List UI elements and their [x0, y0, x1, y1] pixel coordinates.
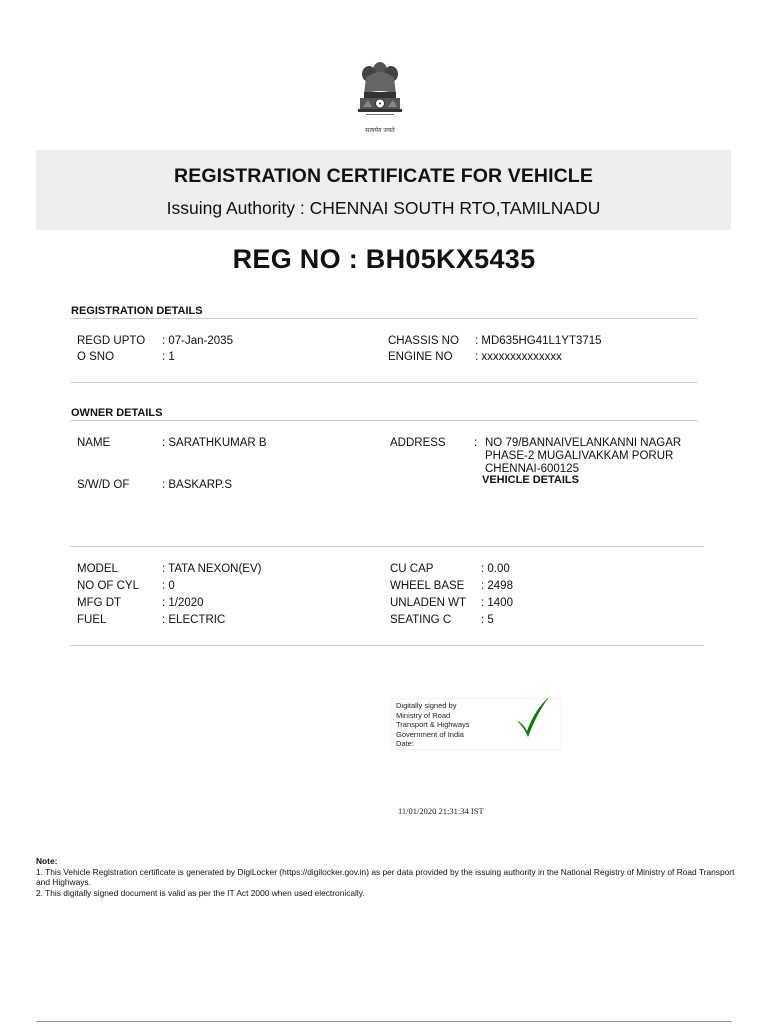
chassis-no-value: : MD635HG41L1YT3715: [475, 335, 602, 347]
page-bottom-rule: [36, 1021, 732, 1022]
owner-details-heading: OWNER DETAILS: [71, 407, 163, 419]
signature-line: Government of India: [396, 729, 464, 739]
owner-details-divider: [70, 420, 698, 421]
engine-no-label: ENGINE NO: [388, 351, 453, 363]
cu-cap-value: : 0.00: [481, 563, 510, 575]
fuel-label: FUEL: [77, 614, 107, 626]
signature-line: Date:: [396, 739, 414, 749]
unladen-wt-value: : 1400: [481, 597, 513, 609]
signature-text: [396, 701, 496, 749]
relation-value: : BASKARP.S: [162, 479, 233, 491]
no-of-cyl-value: : 0: [162, 580, 175, 592]
emblem-motto: सत्यमेव जयते: [365, 127, 395, 134]
note-line-2: 2. This digitally signed document is valid as per the IT Act 2000 when used electronically.: [36, 887, 365, 898]
digital-signature-box: [390, 698, 562, 750]
registration-details-heading: REGISTRATION DETAILS: [71, 305, 203, 317]
o-sno-value: : 1: [162, 351, 175, 363]
vehicle-details-heading: VEHICLE DETAILS: [482, 474, 579, 486]
cu-cap-label: CU CAP: [390, 563, 434, 575]
vehicle-details-divider: [70, 546, 704, 547]
checkmark-icon: [515, 695, 551, 739]
chassis-no-label: CHASSIS NO: [388, 335, 459, 347]
owner-name-label: NAME: [77, 437, 111, 449]
certificate-title: REGISTRATION CERTIFICATE FOR VEHICLE: [174, 165, 593, 187]
signature-timestamp: 11/01/2020 21:31:34 IST: [398, 806, 484, 816]
signature-line: Transport & Highways: [396, 720, 470, 730]
note-title: Note:: [36, 856, 58, 866]
wheel-base-label: WHEEL BASE: [390, 580, 465, 592]
model-label: MODEL: [77, 563, 118, 575]
registration-details-end-divider: [70, 382, 698, 383]
model-value: : TATA NEXON(EV): [162, 563, 262, 575]
address-label: ADDRESS: [390, 437, 446, 449]
mfg-dt-label: MFG DT: [77, 597, 122, 609]
seating-c-label: SEATING C: [390, 614, 452, 626]
owner-name-value: : SARATHKUMAR B: [162, 437, 267, 449]
unladen-wt-label: UNLADEN WT: [390, 597, 467, 609]
seating-c-value: : 5: [481, 614, 494, 626]
regd-upto-label: REGD UPTO: [77, 335, 146, 347]
address-colon: :: [474, 437, 478, 449]
o-sno-label: O SNO: [77, 351, 115, 363]
signature-line: Digitally signed by: [396, 701, 457, 710]
wheel-base-value: : 2498: [481, 580, 513, 592]
fuel-value: : ELECTRIC: [162, 614, 226, 626]
national-emblem: [352, 58, 408, 138]
title-band: [36, 150, 731, 230]
relation-label: S/W/D OF: [77, 479, 130, 491]
address-line-2: PHASE-2 MUGALIVAKKAM PORUR: [485, 450, 674, 462]
address-line-1: NO 79/BANNAIVELANKANNI NAGAR: [485, 437, 682, 449]
engine-no-value: : xxxxxxxxxxxxxx: [475, 351, 562, 363]
regd-upto-value: : 07-Jan-2035: [162, 335, 233, 347]
vehicle-details-end-divider: [70, 645, 704, 646]
no-of-cyl-label: NO OF CYL: [77, 580, 139, 592]
signature-line: Ministry of Road: [396, 710, 451, 720]
registration-details-divider: [70, 318, 698, 319]
note-line-1: 1. This Vehicle Registration certificate is generated by DigiLocker (https://digilocker.gov.in) as per data provided by the issuing authority in the National Registry of Ministry of Road Transport and Highways.: [36, 866, 735, 888]
registration-number: REG NO : BH05KX5435: [232, 244, 536, 274]
note-section: [36, 856, 736, 898]
ashoka-emblem-icon: [352, 58, 408, 124]
address-line-3: CHENNAI-600125: [485, 463, 579, 475]
mfg-dt-value: : 1/2020: [162, 597, 204, 609]
issuing-authority: Issuing Authority : CHENNAI SOUTH RTO,TAMILNADU: [166, 198, 601, 218]
